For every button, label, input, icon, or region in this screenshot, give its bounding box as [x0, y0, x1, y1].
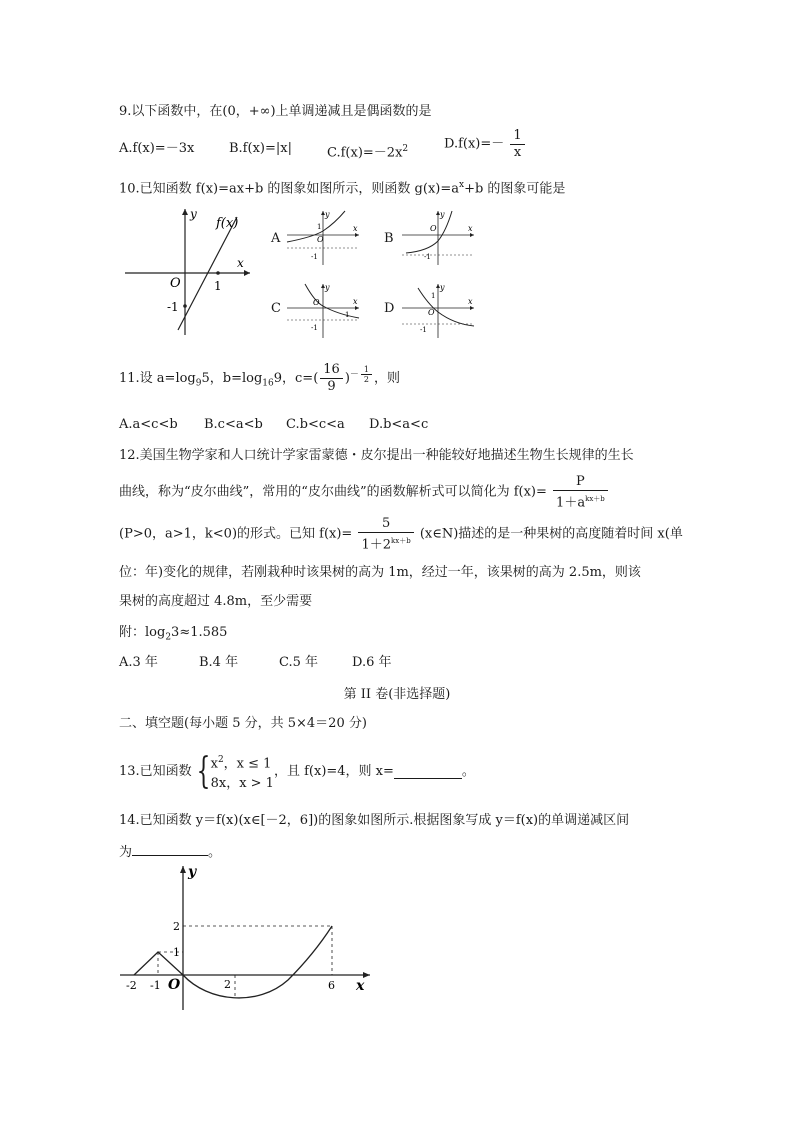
svg-text:x: x — [356, 978, 365, 994]
q10-stem: 10.已知函数 f(x)=ax+b 的图象如图所示，则函数 $g(x)=a^x+b$ 的图象可能是 — [119, 180, 566, 197]
svg-text:y: y — [190, 207, 197, 221]
svg-text:O: O — [428, 308, 435, 317]
q14-line2: 为 。 — [119, 845, 222, 860]
svg-text:y: y — [325, 283, 330, 292]
q10-option-c-graph — [283, 280, 363, 340]
svg-text:2: 2 — [224, 978, 231, 991]
q13-stem: 13.已知函数 { $x^2$，x ≤ 1 8x，x > 1 ，且 f(x)=4，则 x= 。 — [119, 751, 475, 793]
q12-note: 附：$\log_23\approx 1.585$ — [119, 625, 228, 643]
q14-answer-blank[interactable] — [132, 843, 208, 856]
q12-line4: 位：年)变化的规律，若刚栽种时该果树的高为 1m，经过一年，该果树的高为 2.5m，则该 — [119, 565, 641, 580]
svg-text:1: 1 — [173, 946, 180, 959]
section-title: 二、填空题(每小题 5 分，共 5×4＝20 分) — [119, 716, 367, 731]
svg-text:-1: -1 — [424, 253, 431, 261]
svg-text:O: O — [170, 276, 181, 291]
svg-text:-1: -1 — [167, 300, 179, 314]
svg-text:y: y — [325, 210, 330, 219]
q14-line1: 14.已知函数 y＝f(x)(x∈[－2，6])的图象如图所示.根据图象写成 y＝f(x)的单调递减区间 — [119, 813, 630, 828]
svg-text:O: O — [430, 224, 437, 233]
q10-option-a-graph — [283, 207, 363, 267]
svg-text:O: O — [168, 977, 181, 993]
q10-main-graph — [120, 205, 255, 340]
svg-text:O: O — [317, 235, 324, 244]
svg-text:x: x — [353, 224, 358, 233]
q14-graph — [118, 862, 378, 1012]
q9-option-b: B.f(x)=|x| — [229, 141, 292, 156]
q10-option-b-letter: B — [384, 231, 394, 246]
svg-text:-1: -1 — [311, 253, 318, 261]
svg-text:-1: -1 — [150, 979, 161, 992]
svg-text:x: x — [468, 224, 473, 233]
part2-title: 第 II 卷(非选择题) — [343, 687, 451, 702]
q10-option-b-graph — [398, 207, 478, 267]
q11-stem: 11.设 $a=\log_95$，$b=\log_{16}9$，c=( $\frac{16}{9}$ )$^{- \frac{1}{2}}$ ，则 — [119, 362, 401, 394]
svg-text:1: 1 — [431, 292, 436, 300]
svg-text:y: y — [440, 210, 445, 219]
q12-option-b: B.4 年 — [199, 655, 239, 670]
q12-option-a: A.3 年 — [119, 655, 158, 670]
q9-option-c: $C.f(x)=-2x^2$ — [327, 144, 409, 161]
svg-text:1: 1 — [317, 223, 322, 231]
q11-option-a: A.a<c<b — [119, 417, 178, 432]
svg-text:-1: -1 — [311, 324, 318, 332]
svg-text:6: 6 — [328, 979, 335, 992]
svg-text:y: y — [188, 864, 197, 880]
svg-text:y: y — [440, 283, 445, 292]
q12-option-c: C.5 年 — [279, 655, 319, 670]
q12-line3: (P>0，a>1，k<0)的形式。已知 f(x)= $\frac{5}{1+2^{kx+b}}$ (x∈N)描述的是一种果树的高度随着时间 x(单 — [119, 516, 683, 553]
q12-line1: 12.美国生物学家和人口统计学家雷蒙德・皮尔提出一种能较好地描述生物生长规律的生长 — [119, 448, 634, 463]
q11-option-d: D.b<a<c — [369, 417, 429, 432]
q9-option-d: D.f(x)=－ $\frac{1}{x}$ — [444, 128, 527, 161]
q12-line5: 果树的高度超过 4.8m，至少需要 — [119, 594, 313, 609]
q9-stem: 9.以下函数中，在(0，+∞)上单调递减且是偶函数的是 — [119, 104, 432, 119]
q11-option-b: B.c<a<b — [204, 417, 263, 432]
svg-text:x: x — [468, 297, 473, 306]
q12-line2: 曲线，称为“皮尔曲线”，常用的“皮尔曲线”的函数解析式可以简化为 f(x)= $\frac{P}{1+a^{kx+b}}$ — [119, 474, 610, 511]
q10-option-d-letter: D — [384, 301, 395, 316]
q12-option-d: D.6 年 — [352, 655, 392, 670]
svg-text:-2: -2 — [126, 979, 137, 992]
svg-text:O: O — [313, 298, 320, 307]
q10-option-a-letter: A — [271, 231, 281, 246]
q11-option-c: C.b<c<a — [286, 417, 345, 432]
svg-text:1: 1 — [345, 311, 350, 319]
q10-option-d-graph — [398, 280, 478, 340]
svg-text:1: 1 — [214, 279, 222, 293]
svg-text:x: x — [353, 297, 358, 306]
q13-answer-blank[interactable] — [394, 766, 462, 779]
svg-text:-1: -1 — [420, 326, 427, 334]
svg-text:x: x — [237, 256, 244, 270]
q10-fx-label: f(x) — [216, 216, 239, 231]
q10-option-c-letter: C — [271, 301, 281, 316]
q9-option-a: A.f(x)=－3x — [119, 141, 195, 156]
svg-text:2: 2 — [173, 920, 180, 933]
